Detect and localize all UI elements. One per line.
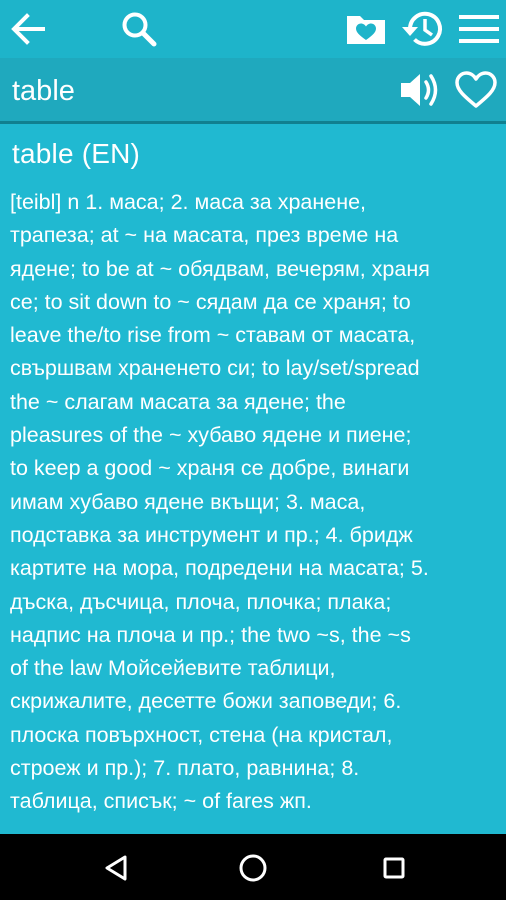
nav-recents-icon[interactable] xyxy=(372,846,416,890)
definition-panel[interactable] xyxy=(0,124,506,834)
back-arrow-icon[interactable] xyxy=(6,6,52,52)
speaker-icon[interactable] xyxy=(396,67,444,113)
definition-line: свършвам храненето си; to lay/set/spread xyxy=(10,356,420,381)
definition-line: скрижалите, десетте божи заповеди; 6. xyxy=(10,689,402,714)
history-icon[interactable] xyxy=(398,4,448,54)
definition-line: дъска, дъсчица, плоча, плочка; плака; xyxy=(10,589,392,614)
entry-definition xyxy=(10,186,498,819)
word-header-bar xyxy=(0,58,506,124)
definition-line: [teibl] n 1. маса; 2. маса за хранене, xyxy=(10,190,366,214)
definition-line: строеж и пр.); 7. плато, равнина; 8. xyxy=(10,756,360,781)
definition-line: подставка за инструмент и пр.; 4. бридж xyxy=(10,522,413,547)
definition-line: the ~ слагам масата за ядене; the xyxy=(10,389,346,414)
definition-line: трапеза; at ~ на масата, през време на xyxy=(10,223,399,248)
definition-line: pleasures of the ~ хубаво ядене и пиене; xyxy=(10,423,412,448)
nav-back-icon[interactable] xyxy=(94,846,138,890)
favorites-folder-icon[interactable] xyxy=(342,6,390,52)
current-word-title: table xyxy=(12,75,75,107)
definition-line: таблица, списък; ~ of fares жп. xyxy=(10,789,312,814)
search-icon[interactable] xyxy=(116,6,162,52)
definition-line: надпис на плоча и пр.; the two ~s, the ~s xyxy=(10,622,411,647)
definition-line: of the law Мойсейевите таблици, xyxy=(10,656,336,681)
definition-line: to keep a good ~ храня се добре, винаги xyxy=(10,456,410,481)
hamburger-menu-icon[interactable] xyxy=(456,8,502,50)
definition-line: плоска повърхност, стена (на кристал, xyxy=(10,722,393,747)
app-toolbar xyxy=(0,0,506,58)
definition-line: ядене; to be at ~ обядвам, вечерям, храня xyxy=(10,256,430,281)
heart-outline-icon[interactable] xyxy=(452,67,500,113)
nav-home-icon[interactable] xyxy=(231,846,275,890)
definition-line: leave the/to rise from ~ ставам от масата, xyxy=(10,323,416,348)
definition-line: се; to sit down to ~ сядам да се храня; to xyxy=(10,289,411,314)
system-navigation-bar xyxy=(0,834,506,900)
definition-line: картите на мора, подредени на масата; 5. xyxy=(10,556,429,581)
entry-heading: table (EN) xyxy=(12,138,141,169)
definition-line: имам хубаво ядене вкъщи; 3. маса, xyxy=(10,489,366,514)
